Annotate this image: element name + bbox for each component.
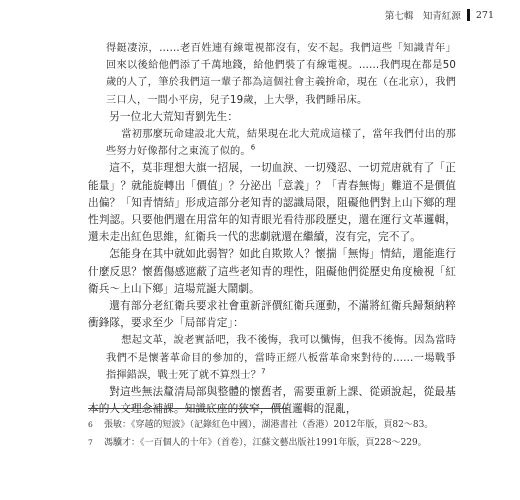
footnote-number: 6 — [88, 420, 93, 429]
footnote-number: 7 — [88, 438, 93, 447]
footnote-rule — [88, 408, 288, 409]
body-paragraph — [88, 246, 456, 298]
footnote-marker[interactable]: 7 — [261, 367, 266, 376]
paragraph-text: 另一位北大荒知青劉先生： — [109, 110, 239, 123]
paragraph-text: 對這些無法釐清局部與整體的懷舊者，需要重新上課、從頭說起，從最基本的人文理念補課。知識底座的狹窄，價值邏輯的混亂， — [88, 386, 456, 416]
running-header — [385, 8, 494, 22]
paragraph-text: 得鋌凄涼，……老百姓連有線電視都沒有，安不起。我們這些「知識青年」回來以後給他們添了千萬地錢，給他們裝了有線電視。……我們現在都是50歲的人了，筆於我們這一輩子都為這個社會主義拚命，現在（在北京），我們三口人，一間小平房，兒子19歲，上大學，我們睡吊床。 — [106, 43, 456, 106]
paragraph-text: 當初那麼玩命建設北大荒，結果現在北大荒成這樣了，當年我們付出的那些努力好像都付之東流了似的。 — [106, 129, 456, 158]
body-paragraph — [88, 160, 456, 246]
footnote-marker[interactable]: 6 — [250, 143, 256, 152]
body-text — [88, 40, 456, 418]
paragraph-text: 這不，莫非理想大旗一招展，一切血淚、一切殘忍、一切荒唐就有了「正能量」？就能旋轉出「價值」？分泌出「意義」？「青春無悔」難道不是價值出偏？「知青情結」形成這部分老知青的認識局限，阻礙他們對上山下鄉的理性判認。只要他們還在用當年的知青眼光看待那段歷史，還在運行文革邏輯，還未走出紅色思維，紅衛兵一代的悲劇就還在繼續，沒有完，完不了。 — [88, 162, 456, 244]
paragraph-text: 怎能身在其中就如此弱智？如此自欺欺人？懷揣「無悔」情結，還能進行什麼反思？懷舊傷感遮蔽了這些老知青的理性，阻礙他們從歷史角度檢視「紅衛兵～上山下鄉」這場荒誕大鬧劇。 — [88, 248, 456, 295]
header-bar-icon — [467, 9, 470, 21]
footnote-item — [88, 436, 456, 450]
body-paragraph — [88, 384, 456, 418]
quote-paragraph — [88, 332, 456, 384]
footnote-text: 張敏：《穿越的短波》（記錄紅色中國），湖港書社（香港）2012年版，頁82～83。 — [104, 420, 434, 430]
paragraph-text: 還有部分老紅衛兵要求社會重新評價紅衛兵運動，不滿將紅衛兵歸類納粹衝鋒隊，要求至少「局部肯定」： — [88, 300, 456, 330]
footnote-text: 馮驥才：《一百個人的十年》（首卷），江蘇文藝出版社1991年版，頁228～229。 — [104, 438, 427, 448]
footnotes — [88, 418, 456, 454]
footnote-item — [88, 418, 456, 432]
quote-paragraph — [88, 40, 456, 109]
page-number: 271 — [475, 9, 494, 21]
body-paragraph — [88, 298, 456, 332]
chapter-title: 第七輯 知青紅源 — [384, 11, 461, 22]
quote-paragraph — [88, 126, 456, 160]
paragraph-text: 想起文革，說老實話吧，我不後悔，我可以懺悔，但我不後悔。因為當時我們不是懷著革命目的參加的，當時正經八板當革命來對待的……一場戰爭指揮錯誤，戰士死了就不算烈士？ — [106, 335, 456, 381]
body-paragraph — [88, 109, 456, 126]
